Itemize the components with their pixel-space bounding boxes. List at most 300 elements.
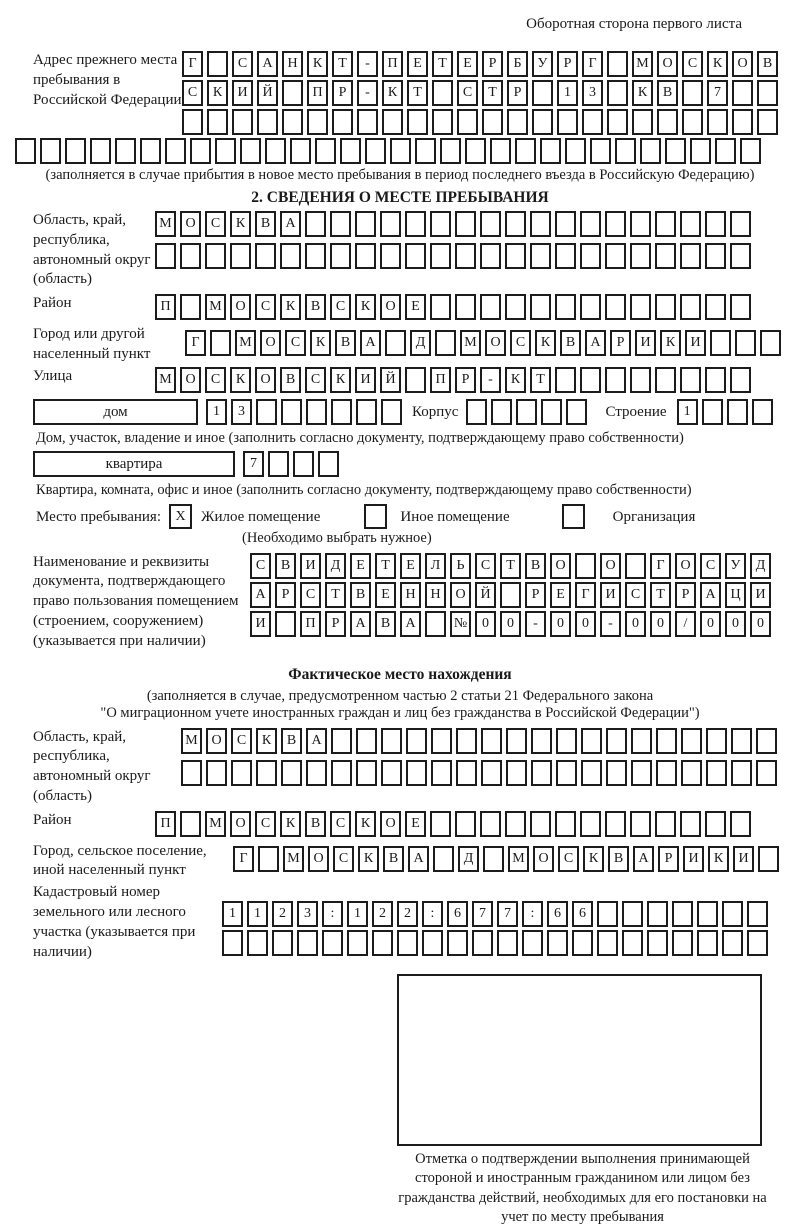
char-cell[interactable] (206, 760, 227, 786)
char-cell[interactable]: 6 (547, 901, 568, 927)
char-cell[interactable]: В (335, 330, 356, 356)
char-cell[interactable] (572, 930, 593, 956)
char-cell[interactable] (207, 51, 228, 77)
char-cell[interactable] (730, 294, 751, 320)
char-cell[interactable] (630, 294, 651, 320)
char-cell[interactable]: П (155, 294, 176, 320)
char-cell[interactable]: О (206, 728, 227, 754)
char-cell[interactable] (665, 138, 686, 164)
char-cell[interactable]: М (460, 330, 481, 356)
char-cell[interactable] (607, 109, 628, 135)
char-cell[interactable] (381, 760, 402, 786)
char-cell[interactable] (455, 211, 476, 237)
char-cell[interactable]: К (708, 846, 729, 872)
char-cell[interactable] (655, 294, 676, 320)
char-cell[interactable]: 7 (497, 901, 518, 927)
char-cell[interactable] (406, 760, 427, 786)
char-cell[interactable] (706, 760, 727, 786)
char-cell[interactable]: : (522, 901, 543, 927)
char-cell[interactable]: М (155, 367, 176, 393)
char-cell[interactable]: К (330, 367, 351, 393)
char-cell[interactable] (547, 930, 568, 956)
char-cell[interactable]: Е (550, 582, 571, 608)
char-cell[interactable]: Г (582, 51, 603, 77)
char-cell[interactable]: 7 (707, 80, 728, 106)
char-cell[interactable] (182, 109, 203, 135)
char-cell[interactable]: Р (525, 582, 546, 608)
char-cell[interactable]: Т (500, 553, 521, 579)
char-cell[interactable] (297, 930, 318, 956)
char-cell[interactable] (500, 582, 521, 608)
char-cell[interactable]: А (633, 846, 654, 872)
char-cell[interactable] (382, 109, 403, 135)
char-cell[interactable] (655, 211, 676, 237)
char-cell[interactable]: К (307, 51, 328, 77)
char-cell[interactable]: Т (325, 582, 346, 608)
char-cell[interactable] (90, 138, 111, 164)
char-cell[interactable]: А (700, 582, 721, 608)
char-cell[interactable] (281, 760, 302, 786)
char-cell[interactable]: О (657, 51, 678, 77)
char-cell[interactable] (505, 294, 526, 320)
char-cell[interactable]: С (305, 367, 326, 393)
char-cell[interactable] (456, 760, 477, 786)
char-cell[interactable]: 3 (231, 399, 252, 425)
char-cell[interactable]: Д (458, 846, 479, 872)
char-cell[interactable] (730, 811, 751, 837)
char-cell[interactable]: В (305, 811, 326, 837)
char-cell[interactable]: 1 (247, 901, 268, 927)
char-cell[interactable] (530, 211, 551, 237)
char-cell[interactable] (530, 294, 551, 320)
char-cell[interactable] (681, 728, 702, 754)
char-cell[interactable] (581, 728, 602, 754)
char-cell[interactable] (622, 930, 643, 956)
char-cell[interactable] (657, 109, 678, 135)
char-cell[interactable]: И (683, 846, 704, 872)
char-cell[interactable] (506, 728, 527, 754)
char-cell[interactable] (540, 138, 561, 164)
char-cell[interactable] (447, 930, 468, 956)
char-cell[interactable]: С (285, 330, 306, 356)
char-cell[interactable]: И (750, 582, 771, 608)
char-cell[interactable] (531, 728, 552, 754)
char-cell[interactable]: О (732, 51, 753, 77)
char-cell[interactable] (752, 399, 773, 425)
char-cell[interactable] (256, 399, 277, 425)
char-cell[interactable] (757, 109, 778, 135)
char-cell[interactable]: Й (475, 582, 496, 608)
char-cell[interactable] (707, 109, 728, 135)
char-cell[interactable]: 1 (557, 80, 578, 106)
char-cell[interactable]: № (450, 611, 471, 637)
char-cell[interactable]: О (380, 294, 401, 320)
char-cell[interactable]: : (422, 901, 443, 927)
char-cell[interactable] (655, 243, 676, 269)
char-cell[interactable]: Р (675, 582, 696, 608)
char-cell[interactable] (431, 728, 452, 754)
char-cell[interactable] (455, 811, 476, 837)
char-cell[interactable]: Т (530, 367, 551, 393)
char-cell[interactable]: П (307, 80, 328, 106)
char-cell[interactable] (557, 109, 578, 135)
char-cell[interactable] (580, 211, 601, 237)
char-cell[interactable] (240, 138, 261, 164)
char-cell[interactable]: 6 (447, 901, 468, 927)
char-cell[interactable] (580, 811, 601, 837)
char-cell[interactable]: Т (375, 553, 396, 579)
char-cell[interactable]: Н (425, 582, 446, 608)
char-cell[interactable]: О (180, 367, 201, 393)
char-cell[interactable] (282, 109, 303, 135)
char-cell[interactable]: И (600, 582, 621, 608)
char-cell[interactable] (605, 243, 626, 269)
char-cell[interactable] (655, 367, 676, 393)
char-cell[interactable]: О (308, 846, 329, 872)
char-cell[interactable] (372, 930, 393, 956)
char-cell[interactable]: Д (410, 330, 431, 356)
char-cell[interactable]: В (281, 728, 302, 754)
char-cell[interactable] (481, 728, 502, 754)
char-cell[interactable]: У (532, 51, 553, 77)
char-cell[interactable] (440, 138, 461, 164)
char-cell[interactable]: А (585, 330, 606, 356)
char-cell[interactable] (305, 243, 326, 269)
char-cell[interactable] (630, 211, 651, 237)
char-cell[interactable]: С (700, 553, 721, 579)
char-cell[interactable] (697, 930, 718, 956)
char-cell[interactable] (555, 367, 576, 393)
char-cell[interactable]: К (358, 846, 379, 872)
char-cell[interactable]: Т (482, 80, 503, 106)
char-cell[interactable] (282, 80, 303, 106)
char-cell[interactable] (255, 243, 276, 269)
char-cell[interactable]: С (205, 367, 226, 393)
char-cell[interactable] (480, 243, 501, 269)
char-cell[interactable]: А (257, 51, 278, 77)
char-cell[interactable]: С (255, 811, 276, 837)
char-cell[interactable] (705, 811, 726, 837)
char-cell[interactable] (431, 760, 452, 786)
char-cell[interactable] (606, 760, 627, 786)
char-cell[interactable] (515, 138, 536, 164)
char-cell[interactable]: Т (407, 80, 428, 106)
char-cell[interactable]: Е (405, 294, 426, 320)
char-cell[interactable] (631, 728, 652, 754)
char-cell[interactable] (672, 901, 693, 927)
char-cell[interactable] (680, 811, 701, 837)
char-cell[interactable]: И (300, 553, 321, 579)
char-cell[interactable]: А (250, 582, 271, 608)
char-cell[interactable] (507, 109, 528, 135)
char-cell[interactable] (432, 80, 453, 106)
char-cell[interactable]: Г (233, 846, 254, 872)
char-cell[interactable]: К (632, 80, 653, 106)
char-cell[interactable]: К (230, 211, 251, 237)
char-cell[interactable] (747, 901, 768, 927)
char-cell[interactable] (425, 611, 446, 637)
char-cell[interactable] (281, 399, 302, 425)
char-cell[interactable] (758, 846, 779, 872)
char-cell[interactable]: Е (375, 582, 396, 608)
char-cell[interactable] (293, 451, 314, 477)
char-cell[interactable] (630, 367, 651, 393)
char-cell[interactable]: О (675, 553, 696, 579)
char-cell[interactable]: Т (650, 582, 671, 608)
char-cell[interactable]: 0 (750, 611, 771, 637)
char-cell[interactable]: К (535, 330, 556, 356)
char-cell[interactable] (580, 243, 601, 269)
char-cell[interactable]: С (255, 294, 276, 320)
char-cell[interactable]: Р (658, 846, 679, 872)
char-cell[interactable]: - (600, 611, 621, 637)
char-cell[interactable] (180, 243, 201, 269)
char-cell[interactable] (531, 760, 552, 786)
char-cell[interactable] (656, 760, 677, 786)
char-cell[interactable]: К (256, 728, 277, 754)
char-cell[interactable] (605, 367, 626, 393)
char-cell[interactable]: К (583, 846, 604, 872)
char-cell[interactable]: А (408, 846, 429, 872)
char-cell[interactable] (355, 243, 376, 269)
char-cell[interactable] (332, 109, 353, 135)
char-cell[interactable] (506, 760, 527, 786)
char-cell[interactable] (530, 811, 551, 837)
char-cell[interactable] (415, 138, 436, 164)
char-cell[interactable]: О (230, 294, 251, 320)
char-cell[interactable]: Е (400, 553, 421, 579)
char-cell[interactable] (268, 451, 289, 477)
char-cell[interactable]: Р (455, 367, 476, 393)
char-cell[interactable] (516, 399, 537, 425)
char-cell[interactable] (730, 367, 751, 393)
char-cell[interactable] (290, 138, 311, 164)
char-cell[interactable] (581, 760, 602, 786)
char-cell[interactable] (331, 399, 352, 425)
char-cell[interactable] (732, 109, 753, 135)
char-cell[interactable]: Е (457, 51, 478, 77)
char-cell[interactable]: Е (405, 811, 426, 837)
char-cell[interactable] (232, 109, 253, 135)
char-cell[interactable] (205, 243, 226, 269)
char-cell[interactable] (306, 760, 327, 786)
char-cell[interactable] (505, 243, 526, 269)
char-cell[interactable] (730, 243, 751, 269)
char-cell[interactable] (230, 243, 251, 269)
char-cell[interactable]: К (355, 294, 376, 320)
char-cell[interactable] (265, 138, 286, 164)
char-cell[interactable]: С (232, 51, 253, 77)
char-cell[interactable]: 7 (243, 451, 264, 477)
char-cell[interactable] (405, 243, 426, 269)
char-cell[interactable] (680, 243, 701, 269)
char-cell[interactable] (385, 330, 406, 356)
char-cell[interactable] (356, 728, 377, 754)
char-cell[interactable] (580, 367, 601, 393)
char-cell[interactable] (457, 109, 478, 135)
char-cell[interactable]: В (757, 51, 778, 77)
apartment-type-box[interactable]: квартира (33, 451, 235, 477)
char-cell[interactable]: А (350, 611, 371, 637)
char-cell[interactable] (407, 109, 428, 135)
char-cell[interactable] (272, 930, 293, 956)
char-cell[interactable]: - (480, 367, 501, 393)
char-cell[interactable]: П (382, 51, 403, 77)
char-cell[interactable]: П (155, 811, 176, 837)
stay-type-checkbox-zhiloe[interactable]: X (169, 504, 192, 529)
char-cell[interactable] (207, 109, 228, 135)
char-cell[interactable] (491, 399, 512, 425)
char-cell[interactable]: О (550, 553, 571, 579)
char-cell[interactable] (210, 330, 231, 356)
char-cell[interactable] (615, 138, 636, 164)
char-cell[interactable]: В (525, 553, 546, 579)
char-cell[interactable] (115, 138, 136, 164)
char-cell[interactable]: А (360, 330, 381, 356)
house-type-box[interactable]: дом (33, 399, 198, 425)
char-cell[interactable] (556, 728, 577, 754)
char-cell[interactable]: С (682, 51, 703, 77)
char-cell[interactable] (705, 243, 726, 269)
char-cell[interactable]: - (357, 51, 378, 77)
char-cell[interactable]: О (230, 811, 251, 837)
char-cell[interactable]: 2 (372, 901, 393, 927)
char-cell[interactable] (607, 80, 628, 106)
char-cell[interactable] (605, 811, 626, 837)
char-cell[interactable] (680, 294, 701, 320)
char-cell[interactable] (566, 399, 587, 425)
char-cell[interactable] (532, 80, 553, 106)
char-cell[interactable]: 7 (472, 901, 493, 927)
char-cell[interactable] (40, 138, 61, 164)
char-cell[interactable] (455, 294, 476, 320)
char-cell[interactable] (532, 109, 553, 135)
char-cell[interactable] (580, 294, 601, 320)
char-cell[interactable]: 0 (550, 611, 571, 637)
char-cell[interactable]: А (400, 611, 421, 637)
char-cell[interactable]: В (275, 553, 296, 579)
char-cell[interactable] (381, 728, 402, 754)
char-cell[interactable] (522, 930, 543, 956)
char-cell[interactable] (65, 138, 86, 164)
char-cell[interactable] (330, 211, 351, 237)
char-cell[interactable]: П (300, 611, 321, 637)
char-cell[interactable]: О (485, 330, 506, 356)
char-cell[interactable]: О (380, 811, 401, 837)
char-cell[interactable] (356, 399, 377, 425)
char-cell[interactable] (756, 728, 777, 754)
char-cell[interactable]: И (685, 330, 706, 356)
char-cell[interactable] (630, 243, 651, 269)
char-cell[interactable] (735, 330, 756, 356)
char-cell[interactable] (357, 109, 378, 135)
char-cell[interactable] (155, 243, 176, 269)
char-cell[interactable]: С (475, 553, 496, 579)
char-cell[interactable] (215, 138, 236, 164)
char-cell[interactable] (307, 109, 328, 135)
char-cell[interactable]: 2 (397, 901, 418, 927)
char-cell[interactable]: 3 (297, 901, 318, 927)
char-cell[interactable]: А (306, 728, 327, 754)
char-cell[interactable]: 1 (206, 399, 227, 425)
char-cell[interactable] (606, 728, 627, 754)
char-cell[interactable]: Й (380, 367, 401, 393)
char-cell[interactable] (275, 611, 296, 637)
char-cell[interactable] (482, 109, 503, 135)
char-cell[interactable] (306, 399, 327, 425)
char-cell[interactable]: У (725, 553, 746, 579)
char-cell[interactable]: К (355, 811, 376, 837)
char-cell[interactable] (318, 451, 339, 477)
char-cell[interactable] (690, 138, 711, 164)
char-cell[interactable] (165, 138, 186, 164)
char-cell[interactable]: Г (575, 582, 596, 608)
char-cell[interactable] (605, 294, 626, 320)
char-cell[interactable] (555, 811, 576, 837)
char-cell[interactable]: С (333, 846, 354, 872)
char-cell[interactable] (432, 109, 453, 135)
char-cell[interactable]: 1 (222, 901, 243, 927)
char-cell[interactable] (465, 138, 486, 164)
char-cell[interactable]: М (235, 330, 256, 356)
char-cell[interactable] (747, 930, 768, 956)
char-cell[interactable] (722, 930, 743, 956)
char-cell[interactable]: Т (432, 51, 453, 77)
char-cell[interactable] (555, 294, 576, 320)
char-cell[interactable] (710, 330, 731, 356)
char-cell[interactable]: С (205, 211, 226, 237)
char-cell[interactable]: Е (407, 51, 428, 77)
char-cell[interactable]: О (180, 211, 201, 237)
char-cell[interactable] (706, 728, 727, 754)
char-cell[interactable]: К (207, 80, 228, 106)
char-cell[interactable]: / (675, 611, 696, 637)
char-cell[interactable]: Р (325, 611, 346, 637)
char-cell[interactable]: М (508, 846, 529, 872)
char-cell[interactable] (481, 760, 502, 786)
char-cell[interactable]: К (310, 330, 331, 356)
char-cell[interactable]: С (182, 80, 203, 106)
char-cell[interactable] (505, 211, 526, 237)
char-cell[interactable]: С (330, 811, 351, 837)
char-cell[interactable]: С (330, 294, 351, 320)
char-cell[interactable]: М (155, 211, 176, 237)
char-cell[interactable] (181, 760, 202, 786)
char-cell[interactable] (705, 211, 726, 237)
char-cell[interactable]: Р (482, 51, 503, 77)
char-cell[interactable]: 1 (677, 399, 698, 425)
char-cell[interactable] (647, 901, 668, 927)
char-cell[interactable] (756, 760, 777, 786)
char-cell[interactable]: Р (557, 51, 578, 77)
char-cell[interactable] (397, 930, 418, 956)
char-cell[interactable]: В (375, 611, 396, 637)
char-cell[interactable] (497, 930, 518, 956)
char-cell[interactable] (680, 211, 701, 237)
char-cell[interactable] (655, 811, 676, 837)
char-cell[interactable] (607, 51, 628, 77)
char-cell[interactable] (625, 553, 646, 579)
char-cell[interactable]: В (255, 211, 276, 237)
char-cell[interactable]: 0 (700, 611, 721, 637)
char-cell[interactable] (631, 760, 652, 786)
char-cell[interactable]: Й (257, 80, 278, 106)
char-cell[interactable]: П (430, 367, 451, 393)
char-cell[interactable] (597, 901, 618, 927)
char-cell[interactable] (505, 811, 526, 837)
char-cell[interactable] (380, 243, 401, 269)
char-cell[interactable] (430, 294, 451, 320)
